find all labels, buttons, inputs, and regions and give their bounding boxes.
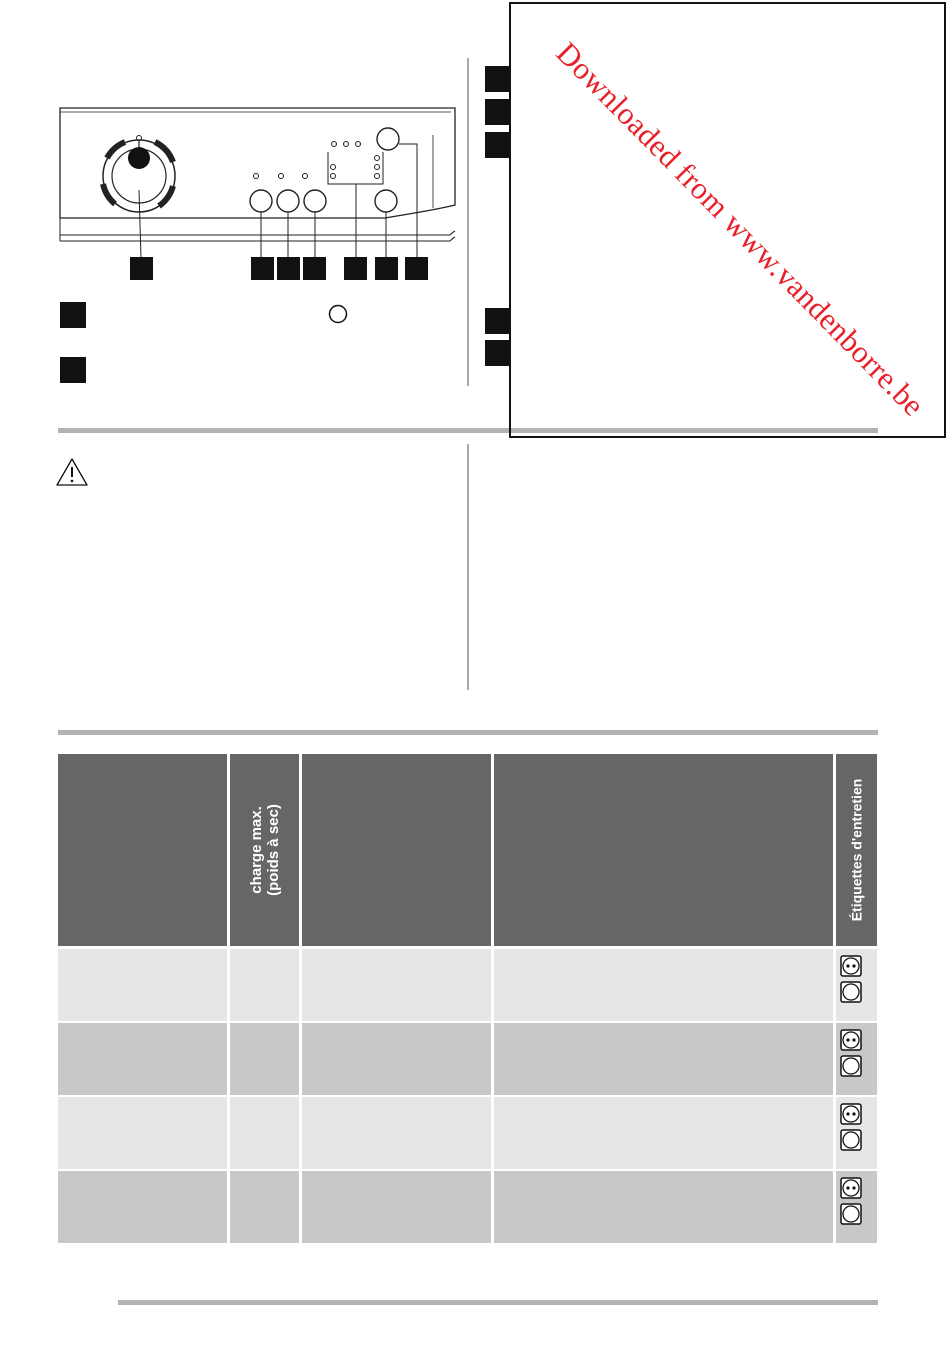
header-load-line2: (poids à sec) xyxy=(264,804,282,896)
header-options xyxy=(302,754,491,946)
marker-square xyxy=(303,257,326,280)
header-description xyxy=(494,754,833,946)
marker-square xyxy=(60,302,86,328)
header-load-line1: charge max. xyxy=(247,806,265,894)
tumble-dry-icon xyxy=(841,1204,861,1224)
marker-square xyxy=(277,257,300,280)
marker-square xyxy=(485,308,511,334)
column-divider xyxy=(467,444,469,690)
dots-wash-icon xyxy=(841,1030,861,1050)
dots-wash-icon xyxy=(841,1104,861,1124)
header-care-labels-text: Étiquettes d'entretien xyxy=(848,778,864,922)
tumble-dry-icon xyxy=(841,982,861,1002)
marker-square xyxy=(485,99,511,125)
header-load xyxy=(230,754,299,946)
marker-square xyxy=(60,357,86,383)
marker-square xyxy=(251,257,274,280)
marker-square xyxy=(344,257,367,280)
marker-square xyxy=(375,257,398,280)
column-divider xyxy=(467,58,469,386)
section-rule xyxy=(58,730,878,735)
circle-symbol-icon xyxy=(328,304,348,324)
dots-wash-icon xyxy=(841,1178,861,1198)
marker-square xyxy=(485,340,511,366)
control-panel-drawing xyxy=(55,100,465,280)
control-panel-diagram xyxy=(55,100,465,280)
watermark-text: Downloaded from www.vandenborre.be xyxy=(549,35,932,423)
footer-rule xyxy=(118,1300,878,1305)
marker-square xyxy=(485,66,511,92)
dots-wash-icon xyxy=(841,956,861,976)
header-programme xyxy=(58,754,227,946)
tumble-dry-icon xyxy=(841,1056,861,1076)
warning-icon xyxy=(55,457,89,487)
marker-square xyxy=(130,257,153,280)
marker-square xyxy=(405,257,428,280)
marker-square xyxy=(485,132,511,158)
header-care-labels xyxy=(836,754,877,946)
tumble-dry-icon xyxy=(841,1130,861,1150)
